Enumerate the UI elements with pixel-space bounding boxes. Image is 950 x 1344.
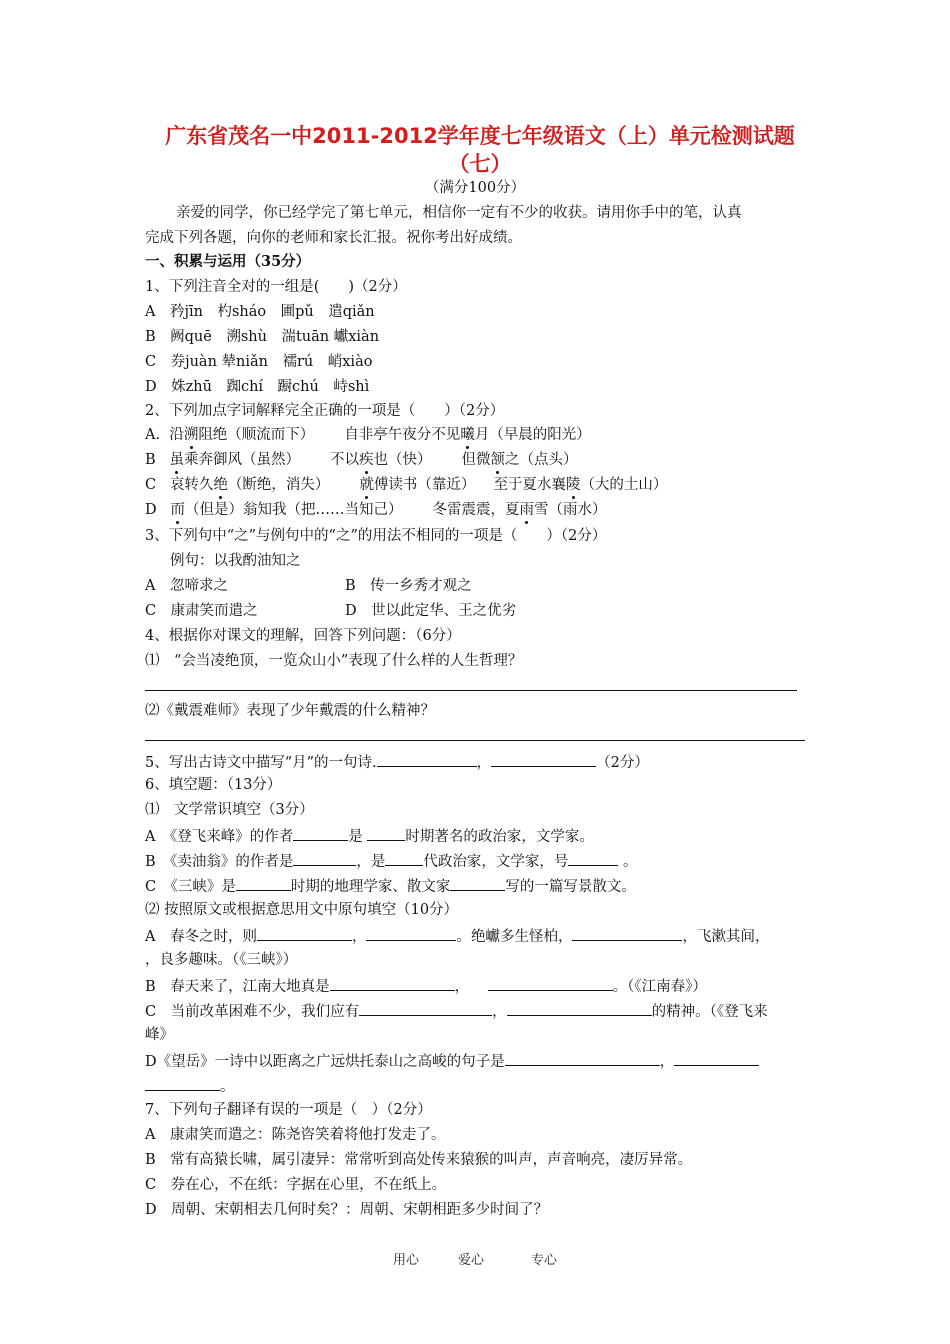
q3-option-b: B 传一乡秀才观之 [345, 578, 472, 594]
q6-stem: 6、填空题：（13分） [145, 777, 282, 793]
q6-fill-a: A 春冬之时，则 ， 。绝巘多生怪柏， ，飞漱其间， [145, 925, 769, 947]
blank[interactable] [385, 850, 423, 866]
dotted-char: 虽 [169, 452, 184, 468]
q2-option-b: B 虽乘奔御风（虽然） 不以疾也（快） 但微颔之（点头） [145, 452, 578, 468]
section-heading: 一、积累与运用（35分） [145, 253, 311, 270]
dotted-char: 曦 [460, 427, 475, 443]
q4-stem: 4、根据你对课文的理解，回答下列问题：（6分） [145, 628, 461, 644]
blank[interactable] [145, 1075, 220, 1091]
blank[interactable] [488, 975, 613, 991]
q6-fill-a-cont: ，良多趣味。（《三峡》） [145, 952, 298, 968]
q3-option-c: C 康肃笑而遣之 [145, 603, 258, 619]
q6-fill-b: B 春天来了，江南大地真是 ， 。（《江南春》） [145, 975, 707, 997]
dotted-char: 而 [170, 502, 185, 518]
blank[interactable] [359, 1000, 492, 1016]
blank[interactable] [293, 850, 356, 866]
q6-sub2: ⑵ 按照原文或根据意思用文中原句填空（10分） [145, 902, 459, 918]
dotted-char: 溯 [183, 427, 199, 443]
q6-fill-c-cont: 峰》 [145, 1027, 174, 1043]
blank[interactable] [572, 925, 682, 941]
q6-fill-d: D《望岳》一诗中以距离之广远烘托泰山之高峻的句子是 ， [145, 1050, 759, 1072]
exam-title-number: （七） [448, 152, 512, 176]
intro-line-2: 完成下列各题，向你的老师和家长汇报。祝你考出好成绩。 [145, 230, 522, 246]
q2-option-d: D 而（但是）翁知我（把……当知己） 冬雷震震，夏雨雪（雨水） [145, 502, 607, 518]
q3-example: 例句：以我酌油知之 [170, 553, 301, 569]
blank[interactable] [330, 975, 455, 991]
q7-stem: 7、下列句子翻译有误的一项是（ ）（2分） [145, 1102, 432, 1118]
blank[interactable] [505, 1050, 660, 1066]
q1-option-a: A 矜jīn 杓sháo 圃pǔ 遣qiǎn [145, 304, 375, 320]
q5-blank-2[interactable] [491, 751, 596, 767]
dotted-char: 颔 [490, 452, 505, 468]
q6-b: B 《卖油翁》的作者是 ，是 代政治家，文学家，号 。 [145, 850, 638, 872]
blank[interactable] [236, 875, 291, 891]
blank[interactable] [568, 850, 618, 866]
q2-option-c: C 哀转久绝（断绝，消失） 就傅读书（靠近） 至于夏水襄陵（大的土山） [145, 477, 668, 493]
q6-fill-d-cont: 。 [145, 1075, 235, 1097]
blank[interactable] [257, 925, 352, 941]
q7-option-c: C 券在心，不在纸：字据在心里，不在纸上。 [145, 1177, 447, 1193]
q1-option-d: D 姝zhū 踟chí 蹰chú 峙shì [145, 379, 370, 395]
q7-option-a: A 康肃笑而遣之：陈尧咨笑着将他打发走了。 [145, 1127, 446, 1143]
blank[interactable] [293, 825, 348, 841]
q2-stem: 2、下列加点字词解释完全正确的一项是（ ）（2分） [145, 403, 505, 419]
q4-answer-line-2[interactable] [145, 740, 805, 741]
dotted-char: 雨 [519, 502, 534, 518]
q3-option-d: D 世以此定华、王之优劣 [345, 603, 517, 619]
dotted-char: 绝 [213, 477, 228, 493]
q1-option-b: B 阙quē 溯shù 湍tuān 巘xiàn [145, 329, 380, 345]
blank[interactable] [450, 875, 505, 891]
q6-sub1: ⑴ 文学常识填空（3分） [145, 802, 314, 818]
q2-option-a: A. 沿溯阻绝（顺流而下） 自非亭午夜分不见曦月（早晨的阳光） [145, 427, 591, 443]
q6-a: A 《登飞来峰》的作者 是 时期著名的政治家，文学家。 [145, 825, 594, 847]
footer-word-3: 专心 [531, 1253, 558, 1268]
dotted-char: 疾 [358, 452, 374, 468]
q1-stem: 1、下列注音全对的一组是( )（2分） [145, 279, 407, 295]
q5-blank-1[interactable] [377, 751, 477, 767]
footer-word-2: 爱心 [458, 1253, 485, 1268]
exam-title: 广东省茂名一中2011-2012学年度七年级语文（上）单元检测试题 [165, 124, 795, 148]
q7-option-b: B 常有高猿长啸，属引凄异：常常听到高处传来猿猴的叫声，声音响亮，凄厉异常。 [145, 1152, 693, 1168]
dotted-char: 就 [359, 477, 374, 493]
q3-option-a: A 忽啼求之 [145, 578, 228, 594]
q5-line: 5、写出古诗文中描写“月”的一句诗. ， （2分） [145, 751, 649, 773]
q4-sub1: ⑴ “会当凌绝顶，一览众山小”表现了什么样的人生哲理？ [145, 653, 523, 669]
q3-stem: 3、下列句中“之”与例句中的“之”的用法不相同的一项是（ ）（2分） [145, 528, 607, 544]
footer-word-1: 用心 [393, 1253, 420, 1268]
q7-option-d: D 周朝、宋朝相去几何时矣？：周朝、宋朝相距多少时间了？ [145, 1202, 549, 1218]
score-note: （满分100分） [424, 180, 526, 196]
q6-fill-c: C 当前改革困难不少，我们应有 ， 的精神。（《登飞来 [145, 1000, 768, 1022]
q1-option-c: C 券juàn 辇niǎn 襦rú 峭xiào [145, 354, 373, 370]
blank[interactable] [674, 1050, 759, 1066]
q6-c: C 《三峡》是 时期的地理学家、散文家 写的一篇写景散文。 [145, 875, 636, 897]
blank[interactable] [366, 925, 456, 941]
q4-sub2: ⑵《戴震难师》表现了少年戴震的什么精神？ [145, 703, 435, 719]
blank[interactable] [507, 1000, 652, 1016]
q4-answer-line-1[interactable] [145, 690, 797, 691]
blank[interactable] [367, 825, 405, 841]
intro-line-1: 亲爱的同学，你已经学完了第七单元，相信你一定有不少的收获。请用你手中的笔，认真 [176, 205, 742, 221]
dotted-char: 陵 [565, 477, 581, 493]
